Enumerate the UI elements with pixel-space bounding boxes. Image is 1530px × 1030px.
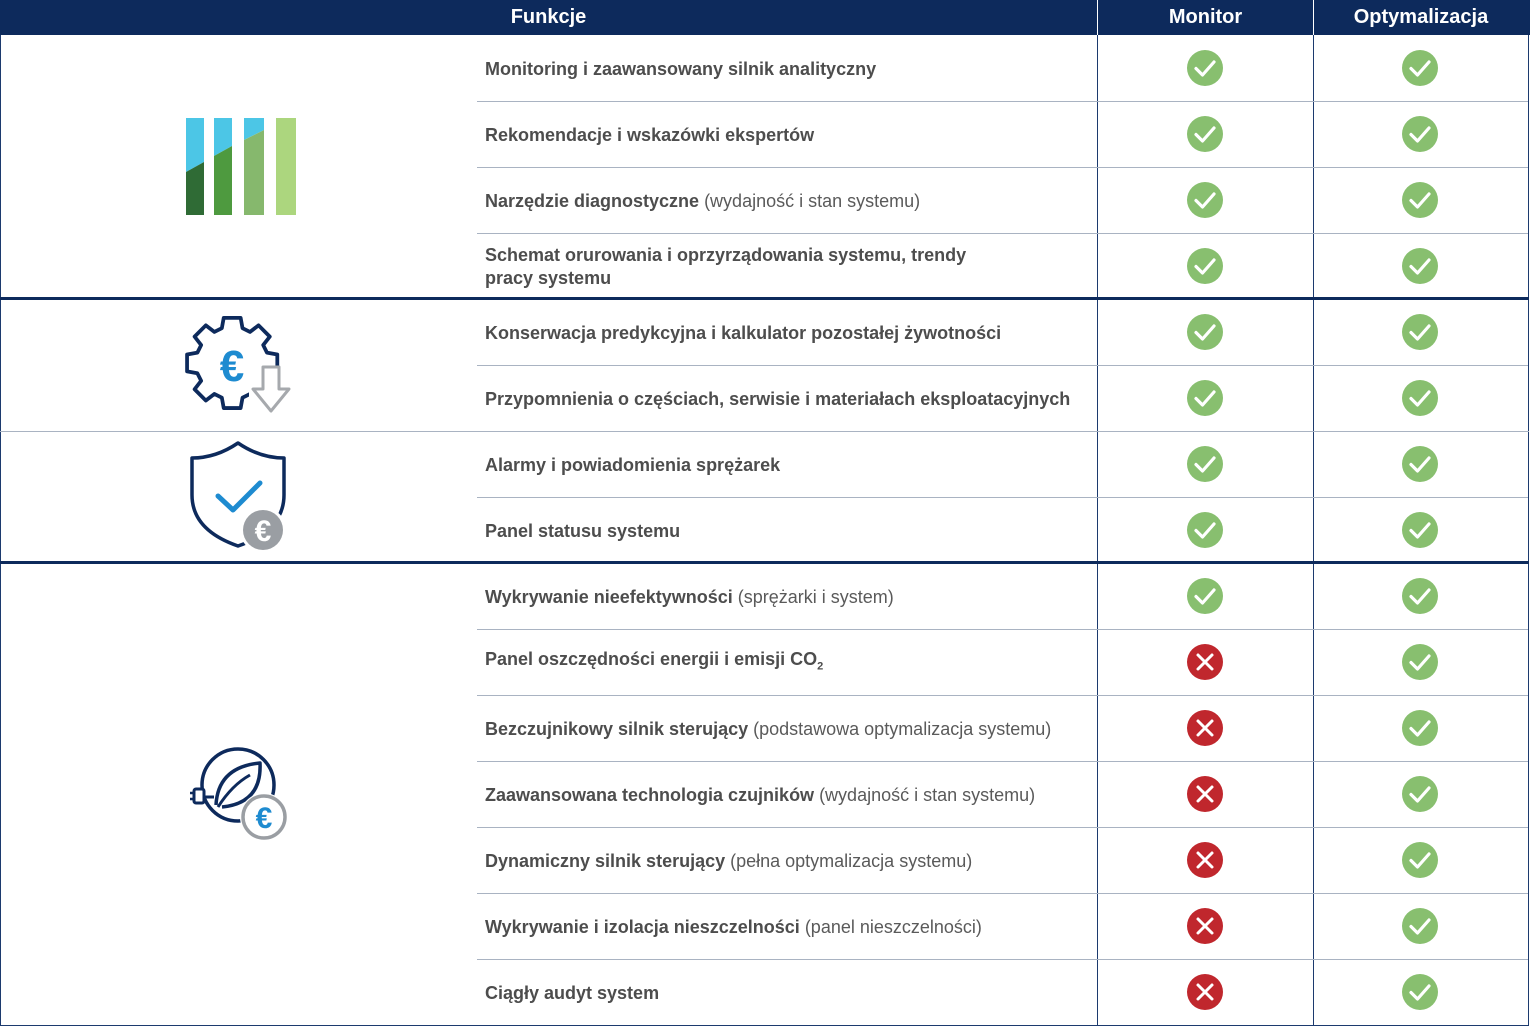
table-row (477, 696, 1097, 762)
cross-icon-monitor (1186, 973, 1224, 1011)
check-icon-optimization (1401, 49, 1439, 87)
header-monitor: Monitor (1168, 6, 1243, 28)
check-icon-optimization (1401, 511, 1439, 549)
svg-text:€: € (254, 515, 272, 548)
cross-icon-monitor (1186, 907, 1224, 945)
check-icon-monitor (1186, 511, 1224, 549)
check-icon-optimization (1401, 841, 1439, 879)
feature-label: Wykrywanie nieefektywności (sprężarki i system) (485, 586, 894, 607)
feature-label: Monitoring i zaawansowany silnik analityczny (485, 58, 877, 79)
table-row (477, 366, 1097, 432)
check-icon-monitor (1186, 115, 1224, 153)
table-row (477, 234, 1097, 300)
cross-icon-monitor (1186, 775, 1224, 813)
table-row (477, 828, 1097, 894)
table-row (477, 300, 1097, 366)
table-row (477, 432, 1097, 498)
check-icon-monitor (1186, 313, 1224, 351)
check-icon-monitor (1186, 445, 1224, 483)
table-row (477, 564, 1097, 630)
column-divider-optimization (1313, 35, 1314, 1026)
check-icon-optimization (1401, 445, 1439, 483)
table-row (477, 894, 1097, 960)
check-icon-optimization (1401, 709, 1439, 747)
svg-text:€: € (255, 802, 273, 835)
leaf-plug-euro-icon (188, 745, 290, 850)
feature-label: Ciągły audyt system (485, 982, 660, 1003)
feature-label: Panel oszczędności energii i emisji $CO_2$ (485, 648, 824, 673)
check-icon-monitor (1186, 577, 1224, 615)
cross-icon-monitor (1186, 709, 1224, 747)
feature-label: Wykrywanie i izolacja nieszczelności (panel nieszczelności) (485, 916, 982, 937)
check-icon-optimization (1401, 115, 1439, 153)
check-icon-optimization (1401, 973, 1439, 1011)
check-icon-optimization (1401, 643, 1439, 681)
column-divider-monitor (1097, 35, 1098, 1026)
check-icon-optimization (1401, 775, 1439, 813)
check-icon-monitor (1186, 181, 1224, 219)
check-icon-monitor (1186, 379, 1224, 417)
table-header (0, 0, 1530, 35)
table-row (477, 36, 1097, 102)
table-row (477, 102, 1097, 168)
header-optimization: Optymalizacja (1353, 6, 1489, 28)
svg-text:€: € (219, 342, 245, 391)
table-row (477, 498, 1097, 564)
feature-label: Przypomnienia o częściach, serwisie i materiałach eksploatacyjnych (485, 388, 1071, 409)
check-icon-optimization (1401, 577, 1439, 615)
feature-label: Konserwacja predykcyjna i kalkulator pozostałej żywotności (485, 322, 1002, 343)
feature-label: Alarmy i powiadomienia sprężarek (485, 454, 781, 475)
feature-label: Dynamiczny silnik sterujący (pełna optymalizacja systemu) (485, 850, 973, 871)
check-icon-optimization (1401, 247, 1439, 285)
check-icon-optimization (1401, 181, 1439, 219)
gear-euro-download-icon (185, 315, 295, 420)
feature-label: Bezczujnikowy silnik sterujący (podstawowa optymalizacja systemu) (485, 718, 1052, 739)
check-icon-optimization (1401, 379, 1439, 417)
table-row (477, 762, 1097, 828)
cross-icon-monitor (1186, 643, 1224, 681)
check-icon-optimization (1401, 907, 1439, 945)
feature-label: Zaawansowana technologia czujników (wydajność i stan systemu) (485, 784, 1036, 805)
feature-label: Schemat orurowania i oprzyrządowania systemu, trendy pracy systemu (485, 245, 967, 288)
table-row (477, 630, 1097, 696)
table-row (477, 168, 1097, 234)
table-row (477, 960, 1097, 1026)
table-border-right (1528, 35, 1529, 1026)
shield-check-euro-icon (188, 440, 290, 560)
cross-icon-monitor (1186, 841, 1224, 879)
check-icon-monitor (1186, 247, 1224, 285)
header-features: Funkcje (510, 6, 587, 28)
check-icon-monitor (1186, 49, 1224, 87)
bar-chart-icon (186, 118, 298, 223)
feature-label: Narzędzie diagnostyczne (wydajność i stan systemu) (485, 190, 921, 211)
table-border-left (0, 35, 1, 1026)
feature-label: Rekomendacje i wskazówki ekspertów (485, 124, 815, 145)
feature-label: Panel statusu systemu (485, 520, 681, 541)
check-icon-optimization (1401, 313, 1439, 351)
